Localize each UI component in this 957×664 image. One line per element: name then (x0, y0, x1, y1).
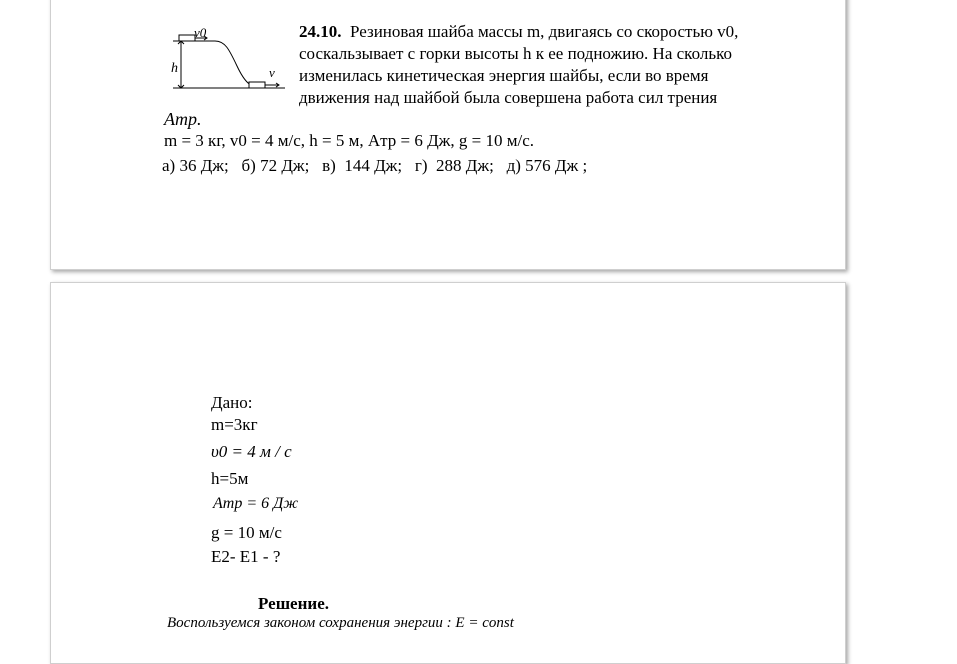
find-energy-change: E2- E1 - ? (211, 547, 281, 566)
height-label: h (171, 61, 178, 76)
given-values-line: m = 3 кг, v0 = 4 м/с, h = 5 м, Aтр = 6 Дж, g = 10 м/с. (164, 131, 535, 150)
friction-work-label: Aтр. (164, 109, 202, 129)
given-gravity: g = 10 м/с (211, 523, 282, 542)
slope-figure (167, 21, 285, 99)
given-initial-velocity: υ0 = 4 м / с (211, 442, 292, 461)
v0-figure-label: v0 (194, 25, 207, 40)
problem-statement (299, 21, 819, 109)
v-figure-label: v (269, 65, 275, 80)
problem-line-2: соскальзывает с горки высоты h к ее подножию. На сколько (299, 44, 732, 63)
solution-heading: Решение. (258, 594, 329, 613)
given-height: h=5м (211, 469, 249, 488)
given-friction-work: Aтр = 6 Дж (213, 495, 299, 512)
problem-line-4: движения над шайбой была совершена работа сил трения (299, 88, 718, 107)
given-mass: m=3кг (211, 415, 258, 434)
problem-line-3: изменилась кинетическая энергия шайбы, если во время (299, 66, 709, 85)
given-title: Дано: (211, 393, 253, 412)
problem-line-1: Резиновая шайба массы m, двигаясь со скоростью v0, (350, 22, 739, 41)
page-2 (50, 282, 846, 664)
problem-number: 24.10. (299, 22, 342, 41)
page-1 (50, 0, 846, 270)
solution-method-line: Воспользуемся законом сохранения энергии : E = const (167, 615, 514, 631)
answer-options: а) 36 Дж; б) 72 Дж; в) 144 Дж; г) 288 Дж; д) 576 Дж ; (162, 156, 588, 175)
